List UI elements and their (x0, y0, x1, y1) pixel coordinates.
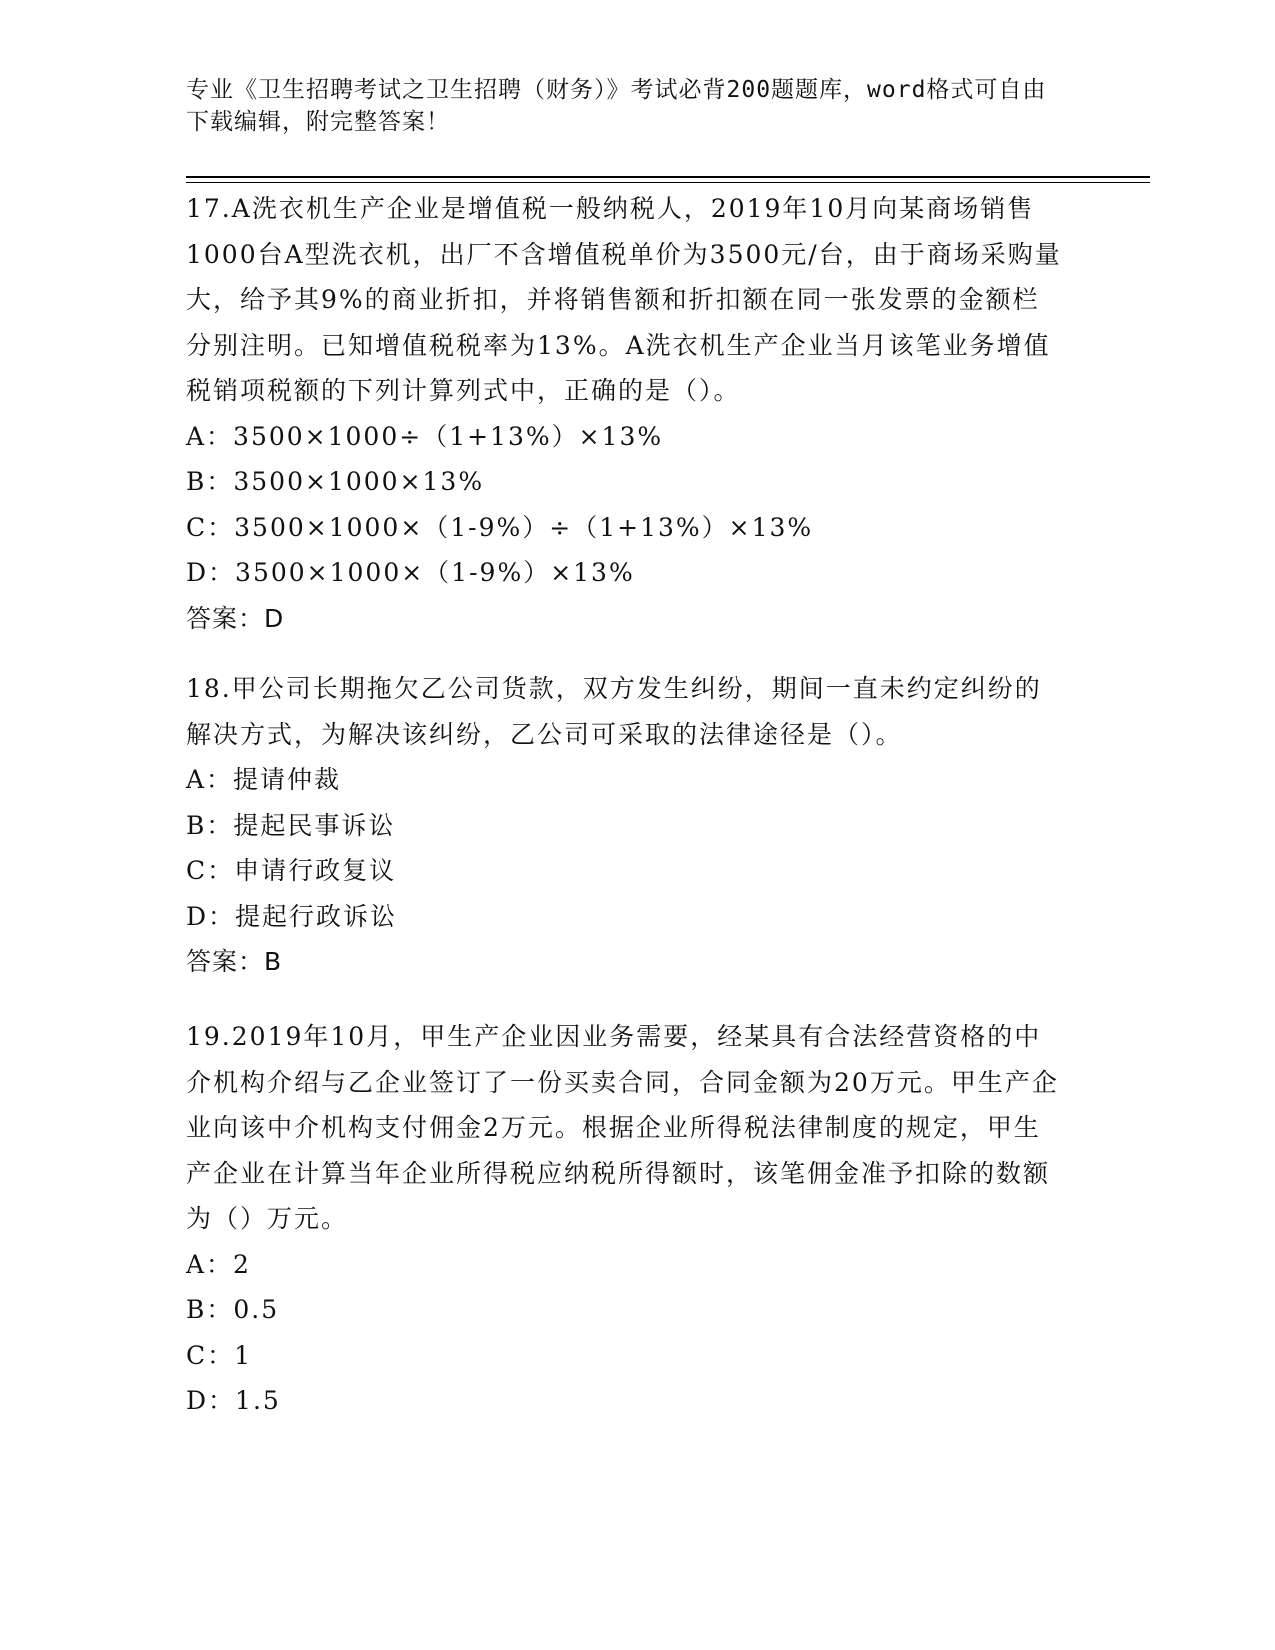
option-b: B：0.5 (186, 1295, 280, 1324)
document-header: 专业《卫生招聘考试之卫生招聘（财务）》考试必背200题题库，word格式可自由下载编辑，附完整答案！ (186, 77, 1047, 135)
option-d: D：提起行政诉讼 (186, 901, 398, 931)
question-19 (186, 1014, 1066, 1424)
option-a: A：2 (186, 1249, 251, 1279)
question-text: 19.2019年10月，甲生产企业因业务需要，经某具有合法经营资格的中介机构介绍与乙企业签订了一份买卖合同，合同金额为20万元。甲生产企业向该中介机构支付佣金2万元。根据企业所得税法律制度的规定，甲生产企业在计算当年企业所得税应纳税所得额时，该笔佣金准予扣除的数额为（）万元。 (186, 1022, 1059, 1233)
option-c: C：3500×1000×（1-9%）÷（1+13%）×13% (186, 512, 814, 542)
question-18 (186, 666, 1066, 985)
option-b: B：3500×1000×13% (186, 467, 485, 496)
option-d: D：3500×1000×（1-9%）×13% (186, 558, 635, 587)
option-c: C：申请行政复议 (186, 856, 397, 885)
answer-label: 答案：D (186, 603, 285, 633)
question-17 (186, 186, 1066, 642)
header-divider-thin (186, 182, 1150, 183)
question-text: 18.甲公司长期拖欠乙公司货款，双方发生纠纷，期间一直未约定纠纷的解决方式，为解决该纠纷，乙公司可采取的法律途径是（）。 (186, 674, 1042, 749)
header-divider-thick (186, 176, 1150, 178)
option-d: D：1.5 (186, 1386, 281, 1415)
answer-label: 答案：B (186, 947, 283, 976)
option-c: C：1 (186, 1340, 253, 1370)
option-b: B：提起民事诉讼 (186, 810, 396, 840)
option-a: A：提请仲裁 (186, 765, 342, 794)
option-a: A：3500×1000÷（1+13%）×13% (186, 421, 664, 451)
question-text: 17.A洗衣机生产企业是增值税一般纳税人，2019年10月向某商场销售1000台A型洗衣机，出厂不含增值税单价为3500元/台，由于商场采购量大，给予其9%的商业折扣，并将销售额和折扣额在同一张发票的金额栏分别注明。已知增值税税率为13%。A洗衣机生产企业当月该笔业务增值税销项税额的下列计算列式中，正确的是（）。 (186, 194, 1062, 405)
